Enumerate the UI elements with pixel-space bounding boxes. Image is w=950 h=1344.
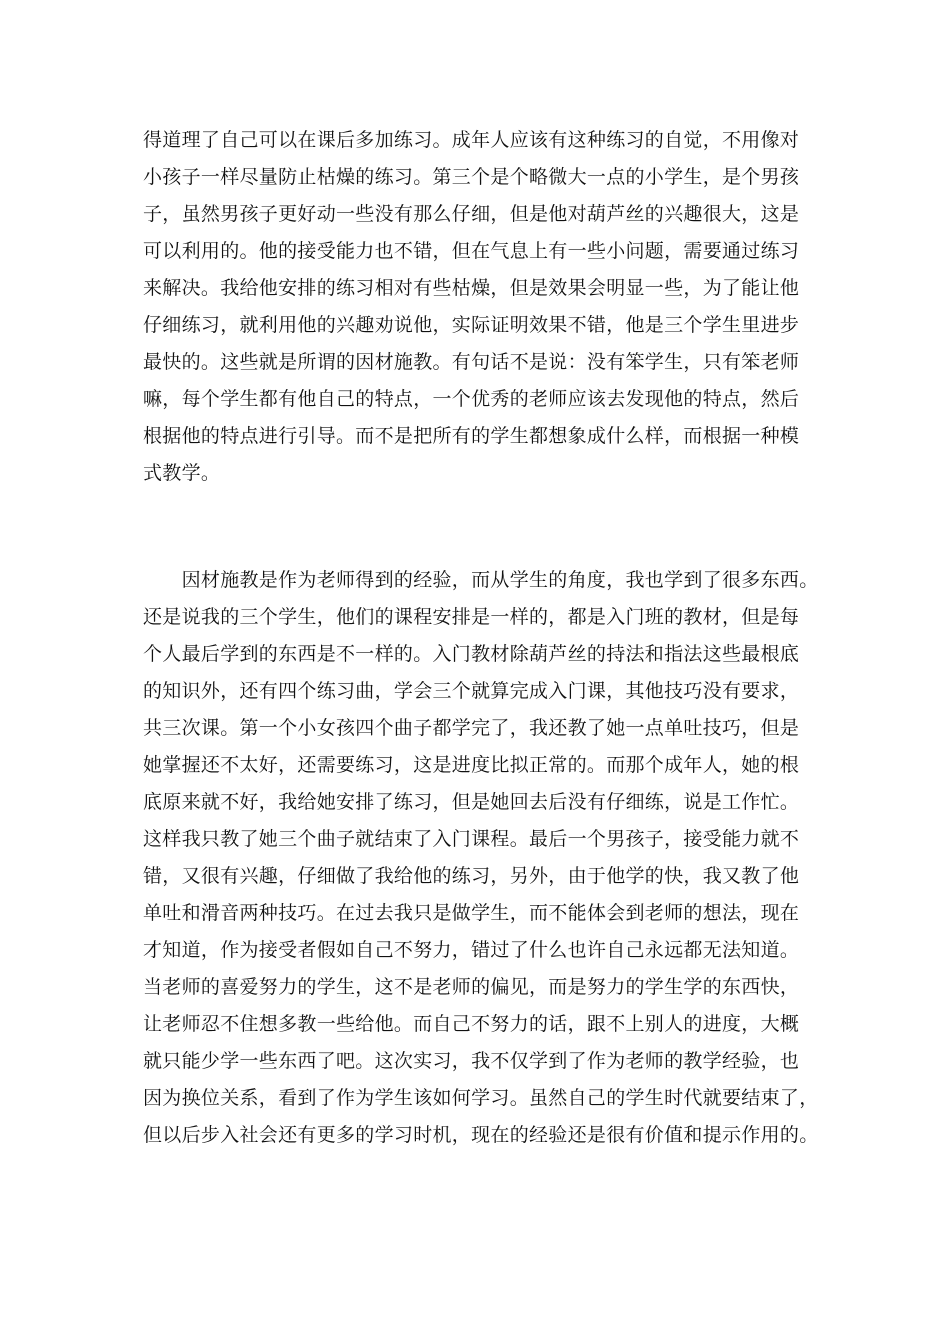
text-line: 这样我只教了她三个曲子就结束了入门课程。最后一个男孩子，接受能力就不: [143, 828, 800, 850]
paragraph-1: [143, 122, 823, 492]
text-line: 子，虽然男孩子更好动一些没有那么仔细，但是他对葫芦丝的兴趣很大，这是: [143, 203, 800, 225]
text-line: 来解决。我给他安排的练习相对有些枯燥，但是效果会明显一些，为了能让他: [143, 277, 800, 299]
text-line: 就只能少学一些东西了吧。这次实习，我不仅学到了作为老师的教学经验，也: [143, 1050, 800, 1072]
text-line: 还是说我的三个学生，他们的课程安排是一样的，都是入门班的教材，但是每: [143, 606, 800, 628]
text-line: 当老师的喜爱努力的学生，这不是老师的偏见，而是努力的学生学的东西快，: [143, 976, 800, 998]
text-line: 让老师忍不住想多教一些给他。而自己不努力的话，跟不上别人的进度，大概: [143, 1013, 800, 1035]
text-line: 仔细练习，就利用他的兴趣劝说他，实际证明效果不错，他是三个学生里进步: [143, 314, 800, 336]
text-line: 她掌握还不太好，还需要练习，这是进度比拟正常的。而那个成年人，她的根: [143, 754, 800, 776]
text-line: 得道理了自己可以在课后多加练习。成年人应该有这种练习的自觉，不用像对: [143, 129, 800, 151]
text-line: 最快的。这些就是所谓的因材施教。有句话不是说：没有笨学生，只有笨老师: [143, 351, 800, 373]
text-line: 可以利用的。他的接受能力也不错，但在气息上有一些小问题，需要通过练习: [143, 240, 800, 262]
text-line: 单吐和滑音两种技巧。在过去我只是做学生，而不能体会到老师的想法，现在: [143, 902, 800, 924]
text-line: 小孩子一样尽量防止枯燥的练习。第三个是个略微大一点的小学生，是个男孩: [143, 166, 800, 188]
paragraph-2: [143, 562, 823, 1154]
text-line: 个人最后学到的东西是不一样的。入门教材除葫芦丝的持法和指法这些最根底: [143, 643, 800, 665]
text-line: 但以后步入社会还有更多的学习时机，现在的经验还是很有价值和提示作用的。: [143, 1124, 819, 1146]
text-line: 共三次课。第一个小女孩四个曲子都学完了，我还教了她一点单吐技巧，但是: [143, 717, 800, 739]
text-line: 底原来就不好，我给她安排了练习，但是她回去后没有仔细练，说是工作忙。: [143, 791, 800, 813]
text-line: 错，又很有兴趣，仔细做了我给他的练习，另外，由于他学的快，我又教了他: [143, 865, 800, 887]
text-line: 根据他的特点进行引导。而不是把所有的学生都想象成什么样，而根据一种模: [143, 425, 800, 447]
text-line: 才知道，作为接受者假如自己不努力，错过了什么也许自己永远都无法知道。: [143, 939, 800, 961]
text-line: 嘛，每个学生都有他自己的特点，一个优秀的老师应该去发现他的特点，然后: [143, 388, 800, 410]
text-line: 因材施教是作为老师得到的经验，而从学生的角度，我也学到了很多东西。: [143, 569, 819, 591]
text-line: 的知识外，还有四个练习曲，学会三个就算完成入门课，其他技巧没有要求，: [143, 680, 800, 702]
text-line: 因为换位关系，看到了作为学生该如何学习。虽然自己的学生时代就要结束了，: [143, 1087, 819, 1109]
text-line: 式教学。: [143, 462, 221, 484]
